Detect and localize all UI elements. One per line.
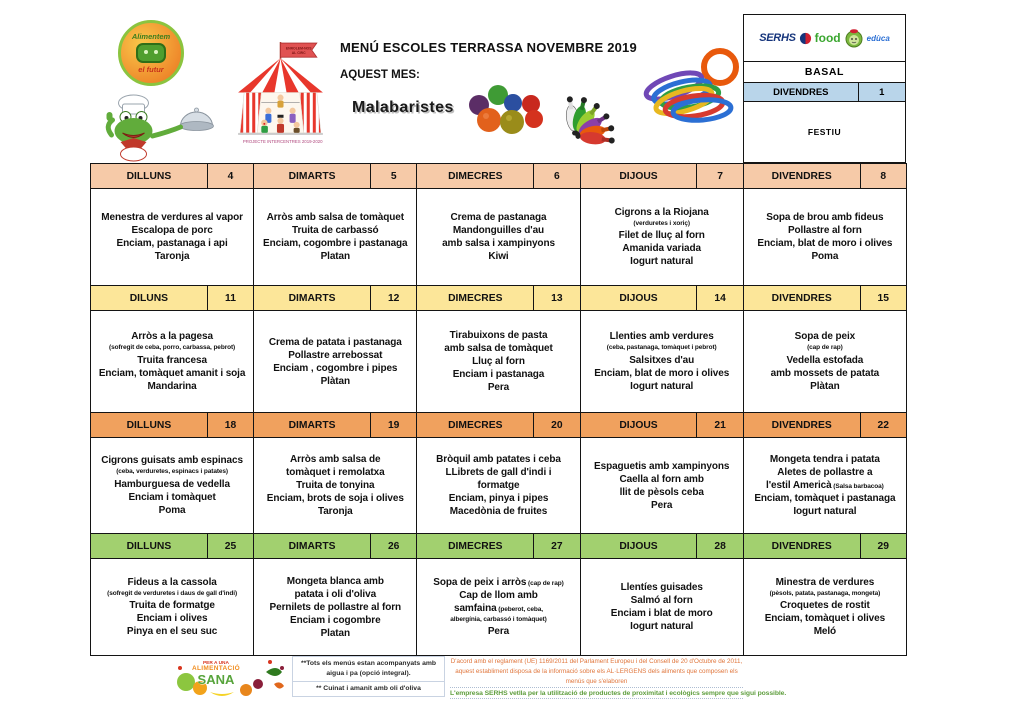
day-name: DIMECRES: [417, 413, 534, 437]
menu-item-line: Cigrons guisats amb espinacs: [101, 455, 243, 467]
menu-item-line: Salsitxes d'au: [629, 354, 695, 366]
day-date: 4: [227, 170, 234, 182]
menu-item-line: Iogurt natural: [630, 256, 694, 268]
menu-ingredients-note: (verduretes i xoriç): [633, 219, 690, 227]
day-date: 19: [387, 419, 400, 431]
menu-cell-13: [417, 311, 580, 413]
menu-cell-7: [581, 189, 744, 286]
menu-item-line: Macedònia de fruites: [449, 506, 548, 517]
menu-notes-box: [292, 656, 445, 697]
menu-item-line: Enciam i pastanaga: [452, 369, 545, 380]
educa-turtle-icon: [844, 28, 864, 48]
week-2-menu-row: [91, 311, 907, 413]
juggling-rings-image: [638, 46, 746, 126]
menu-cell-27: [417, 559, 580, 656]
week-3-menu-row: [91, 438, 907, 534]
menu-item-line: Iogurt natural: [630, 380, 694, 392]
day-date: 14: [714, 292, 726, 304]
menu-item-line: Pinya en el seu suc: [126, 626, 218, 638]
week-2-header-row: [91, 286, 907, 311]
day-header-cell-14: [581, 286, 744, 311]
menu-item-line: Pollastre al forn: [787, 225, 862, 236]
day-date: 8: [880, 170, 887, 182]
menu-cell-26: [254, 559, 417, 656]
day-header-cell-20: [417, 413, 580, 438]
menu-item-line: Truita de formatge: [129, 600, 215, 612]
menu-inline-note: (Salsa barbacoa): [831, 483, 884, 490]
menu-item-line: Platan: [320, 251, 350, 262]
day-name: DIMECRES: [417, 286, 534, 310]
day-date: 7: [717, 170, 723, 182]
month-theme: Malabaristes: [352, 99, 454, 116]
food-brand-text: food: [814, 31, 841, 45]
menu-item-line: llit de pèsols ceba: [619, 486, 704, 498]
menu-item-line: Crema de patata i pastanaga: [268, 336, 402, 348]
day-header-cell-21: [581, 413, 744, 438]
menu-item-line: Minestra de verdures: [775, 576, 875, 588]
circus-tent-illustration: [228, 40, 334, 158]
menu-cell-22: [744, 438, 907, 534]
green-plate-icon: [136, 43, 166, 63]
menu-item-line: tomàquet i remolatxa: [285, 467, 385, 478]
day-name: DIMARTS: [254, 164, 371, 188]
menu-item-line: Taronja: [317, 506, 353, 517]
educa-brand-text: edùca: [866, 33, 890, 43]
menu-ingredients-note: (ceba, verduretes, espinacs i patates): [116, 468, 228, 476]
menu-cell-6: [417, 189, 580, 286]
menu-item-line: Filet de lluç al forn: [618, 230, 705, 242]
menu-item-line: Arròs a la pagesa: [131, 331, 213, 343]
day-header-cell-18: [91, 413, 254, 438]
menu-ingredients-note: (ceba, pastanaga, tomàquet i pebrot): [606, 344, 717, 352]
day-name: DIVENDRES: [744, 164, 861, 188]
menu-item-line: amb salsa i xampinyons: [442, 238, 555, 249]
menu-item-line: Enciam, tomàquet amanit i soja: [98, 367, 246, 379]
menu-item-line: Fideus a la cassola: [127, 576, 217, 588]
basal-day-row: [744, 83, 905, 102]
day-date: 5: [390, 170, 397, 182]
menu-cell-15: [744, 311, 907, 413]
serhs-brand-text: SERHS: [759, 32, 796, 44]
menu-item-line: Plàtan: [810, 380, 840, 392]
juggling-clubs-image: [553, 86, 649, 150]
menu-item-line: Iogurt natural: [793, 506, 857, 517]
menu-item-line: Enciam, cogombre i pastanaga: [263, 238, 408, 249]
badge-top-text: Alimentem: [131, 32, 171, 41]
week-3-header-row: [91, 413, 907, 438]
menu-cell-18: [91, 438, 254, 534]
day-header-cell-5: [254, 164, 417, 189]
day-header-cell-27: [417, 534, 580, 559]
basal-week1-box: [743, 14, 906, 163]
menu-item-line: Croquetes de rostit: [780, 600, 870, 612]
menu-item-line: patata i oli d'oliva: [294, 588, 377, 600]
sana-line1: PER A UNA: [202, 660, 229, 666]
menu-item-line: Poma: [158, 504, 186, 516]
day-name: DIMARTS: [254, 413, 371, 437]
menu-item-line: Llenties amb verdures: [609, 331, 714, 343]
sana-logo-text: [192, 660, 240, 686]
day-name: DILLUNS: [91, 534, 208, 558]
sana-line2: ALIMENTACIÓ: [192, 665, 240, 672]
day-date: 21: [714, 419, 726, 431]
day-header-cell-22: [744, 413, 907, 438]
day-date: 25: [224, 540, 237, 552]
day-date: 18: [224, 419, 237, 431]
day-name: DILUNS: [91, 286, 208, 310]
menu-item-line: Meló: [813, 626, 837, 638]
menu-item-line: Mongeta blanca amb: [286, 575, 384, 587]
day-date: 11: [225, 292, 236, 304]
day-name: DIJOUS: [581, 286, 698, 310]
day-name: DILLUNS: [91, 413, 208, 437]
menu-item-line: Pernilets de pollastre al forn: [269, 601, 402, 613]
juggling-balls-image: [465, 82, 551, 140]
menu-cell-11: [91, 311, 254, 413]
menu-cell-12: [254, 311, 417, 413]
menu-item-line: Plàtan: [320, 375, 350, 387]
menu-item-line: Aletes de pollastre a: [777, 467, 873, 478]
day-name: DIJOUS: [581, 413, 698, 437]
menu-item-line: Poma: [811, 251, 839, 262]
menu-inline-note: (peberot, ceba,: [496, 605, 543, 613]
month-label: AQUEST MES:: [340, 69, 420, 81]
menu-item-line: amb salsa de tomàquet: [444, 343, 553, 354]
menu-item-line: Mongeta tendra i patata: [769, 454, 880, 465]
menu-item-line: Pera: [487, 382, 510, 393]
menu-item-line: Cigrons a la Riojana: [614, 206, 709, 218]
menu-ingredients-note: (pèsols, patata, pastanaga, mongeta): [769, 589, 881, 597]
day-date: 13: [551, 292, 563, 304]
menu-item-line: Enciam, tomàquet i olives: [764, 613, 886, 625]
menu-cell-14: [581, 311, 744, 413]
footer-legal-box: [450, 657, 787, 699]
day-name: DIMARTS: [254, 286, 371, 310]
day-date: 22: [877, 419, 890, 431]
menu-item-line: l'estil Americà (Salsa barbacoa): [766, 480, 884, 491]
day-date: 26: [387, 540, 400, 552]
menu-item-line: Caella al forn amb: [619, 473, 704, 485]
circus-tent-image: [228, 40, 334, 137]
note-water-bread: **Tots els menús estan acompanyats amb aigua i pa (opció integral).: [300, 660, 437, 677]
menu-item-line: Tirabuixons de pasta: [449, 330, 548, 341]
menu-item-line: Bròquil amb patates i ceba: [436, 454, 561, 465]
menu-item-line: Taronja: [154, 251, 190, 262]
day-name: DIVENDRES: [744, 413, 861, 437]
day-header-cell-6: [417, 164, 580, 189]
day-name: DIJOUS: [581, 164, 698, 188]
weekly-menu-table: [90, 163, 907, 656]
basal-day-date: 1: [879, 86, 885, 98]
sana-line3: SANA: [197, 671, 235, 687]
menu-cell-29: [744, 559, 907, 656]
menu-item-line: Escalopa de porc: [131, 225, 213, 236]
menu-item-line: Enciam i cogombre: [290, 614, 381, 626]
menu-item-line: Pera: [651, 499, 673, 511]
menu-inline-note: (cap de rap): [526, 579, 564, 587]
menu-item-line: Enciam, pastanaga i api: [116, 238, 228, 249]
tent-flag-text-2: AL CIRC: [291, 51, 306, 56]
day-date: 15: [877, 292, 890, 304]
menu-item-line: Truita de carbassó: [292, 225, 379, 236]
menu-item-line: Vedella estofada: [786, 354, 864, 366]
menu-item-line: Pollastre arrebossat: [288, 349, 383, 361]
menu-item-line: Truita francesa: [137, 354, 207, 366]
menu-item-line: Crema de pastanaga: [450, 212, 547, 223]
note-olive-oil: ** Cuinat i amanit amb oli d'oliva: [293, 681, 444, 696]
menu-cell-21: [581, 438, 744, 534]
day-header-cell-29: [744, 534, 907, 559]
menu-item-line: samfaina (peberot, ceba,: [453, 602, 543, 614]
menu-item-line: Iogurt natural: [630, 621, 694, 632]
menu-item-line: Cap de llom amb: [459, 589, 538, 601]
day-name: DIVENDRES: [744, 534, 861, 558]
page-title: MENÚ ESCOLES TERRASSA NOVEMBRE 2019: [340, 40, 637, 55]
menu-item-line: Menestra de verdures al vapor: [101, 212, 243, 223]
menu-ingredients-note: (sofregit de ceba, porro, carbassa, pebrot): [109, 344, 236, 352]
menu-item-line: Enciam , cogombre i pipes: [273, 362, 398, 374]
menu-item-line: Enciam, blat de moro i olives: [594, 367, 730, 379]
day-name: DIJOUS: [581, 534, 698, 558]
tent-caption: PROJECTE INTERCENTRES 2019-2020: [242, 140, 323, 145]
menu-cell-28: [581, 559, 744, 656]
day-date: 20: [551, 419, 563, 431]
menu-cell-8: [744, 189, 907, 286]
day-header-cell-26: [254, 534, 417, 559]
day-header-cell-11: [91, 286, 254, 311]
menu-item-line: Pera: [487, 626, 510, 638]
menu-item-line: Espaguetis amb xampinyons: [594, 460, 730, 472]
week-4-header-row: [91, 534, 907, 559]
menu-cell-4: [91, 189, 254, 286]
menu-item-line: LLibrets de gall d'indi i: [445, 467, 552, 478]
menu-item-line: Enciam i tomàquet: [128, 491, 216, 503]
menu-item-line: Truita de tonyina: [296, 480, 375, 491]
day-header-cell-4: [91, 164, 254, 189]
day-name: DILLUNS: [91, 164, 208, 188]
menu-item-line: Sopa de peix i arròs (cap de rap): [433, 576, 564, 588]
menu-item-line: Mandarina: [147, 380, 197, 392]
menu-item-line: Enciam i olives: [136, 613, 208, 625]
day-name: DIVENDRES: [744, 286, 861, 310]
menu-item-line: Lluç al forn: [472, 356, 525, 367]
menu-item-line: Enciam, blat de moro i olives: [757, 238, 893, 249]
day-header-cell-8: [744, 164, 907, 189]
menu-item-line: Enciam, pinya i pipes: [448, 493, 549, 504]
menu-cell-5: [254, 189, 417, 286]
day-date: 27: [551, 540, 563, 552]
day-date: 28: [714, 540, 726, 552]
basal-day-name: DIVENDRES: [744, 83, 859, 101]
day-header-cell-12: [254, 286, 417, 311]
day-header-cell-7: [581, 164, 744, 189]
menu-item-line: Arròs amb salsa de: [290, 454, 381, 465]
menu-cell-25: [91, 559, 254, 656]
menu-item-line: Arròs amb salsa de tomàquet: [266, 212, 404, 223]
menu-cell-20: [417, 438, 580, 534]
day-header-cell-15: [744, 286, 907, 311]
day-header-cell-28: [581, 534, 744, 559]
menu-item-line: Amanida variada: [622, 243, 701, 255]
menu-item-line: Salmó al forn: [630, 595, 693, 606]
serhs-sustainability-note: L'empresa SERHS vetlla per la utilització de productes de proximitat i ecològics sempre que sigui possible.: [450, 690, 787, 698]
menu-item-line: Enciam i blat de moro: [610, 608, 713, 619]
menu-item-line: formatge: [477, 480, 520, 491]
day-name: DIMECRES: [417, 164, 534, 188]
menu-item-line: Enciam, tomàquet i pastanaga: [754, 493, 896, 504]
week-1-header-row: [91, 164, 907, 189]
frog-chef-mascot-image: [95, 90, 223, 162]
day-header-cell-25: [91, 534, 254, 559]
menu-item-line: Sopa de peix: [794, 331, 856, 343]
menu-item-line: Kiwi: [488, 251, 509, 262]
menu-item-line: amb mossets de patata: [770, 367, 880, 379]
menu-cell-19: [254, 438, 417, 534]
day-date: 12: [387, 292, 400, 304]
menu-ingredients-note: (sofregit de verduretes i daus de gall d'indi): [107, 589, 238, 597]
menu-item-line: Enciam, brots de soja i olives: [266, 493, 404, 504]
day-date: 29: [877, 540, 890, 552]
menu-item-line: Mandonguilles d'au: [452, 225, 545, 236]
day-header-cell-13: [417, 286, 580, 311]
serhs-swoosh-icon: [799, 32, 812, 45]
badge-bottom-text: el futur: [138, 65, 164, 74]
menu-item-line: Llentíes guisades: [620, 582, 703, 593]
day-date: 6: [554, 170, 560, 182]
day-header-cell-19: [254, 413, 417, 438]
day-name: DIMECRES: [417, 534, 534, 558]
basal-title: BASAL: [744, 62, 905, 83]
menu-ingredients-note: albergínia, carbassó i tomàquet): [450, 615, 547, 623]
menu-ingredients-note: (cap de rap): [807, 344, 843, 352]
week-4-menu-row: [91, 559, 907, 656]
serhs-logo-row: [744, 15, 905, 62]
menu-item-line: Hamburguesa de vedella: [114, 478, 230, 490]
menu-item-line: Sopa de brou amb fideus: [766, 212, 884, 223]
day-name: DIMARTS: [254, 534, 371, 558]
allergens-regulation-text: D'acord amb el reglament (UE) 1169/2011 del Parlament Europeu i del Consell de 20 d'Octubre de 2011, aquest establiment disposa de la informació sobre els AL·LERGENS dels aliments que composen els menús que s'elaboren: [450, 657, 743, 688]
alimentem-el-futur-badge: [118, 20, 184, 86]
alimentacio-sana-logo: [176, 654, 290, 700]
menu-item-line: Platan: [320, 627, 350, 639]
week-1-menu-row: [91, 189, 907, 286]
tent-flag-text-1: ENROLEM-NOS: [285, 46, 312, 51]
basal-status: FESTIU: [807, 127, 842, 137]
